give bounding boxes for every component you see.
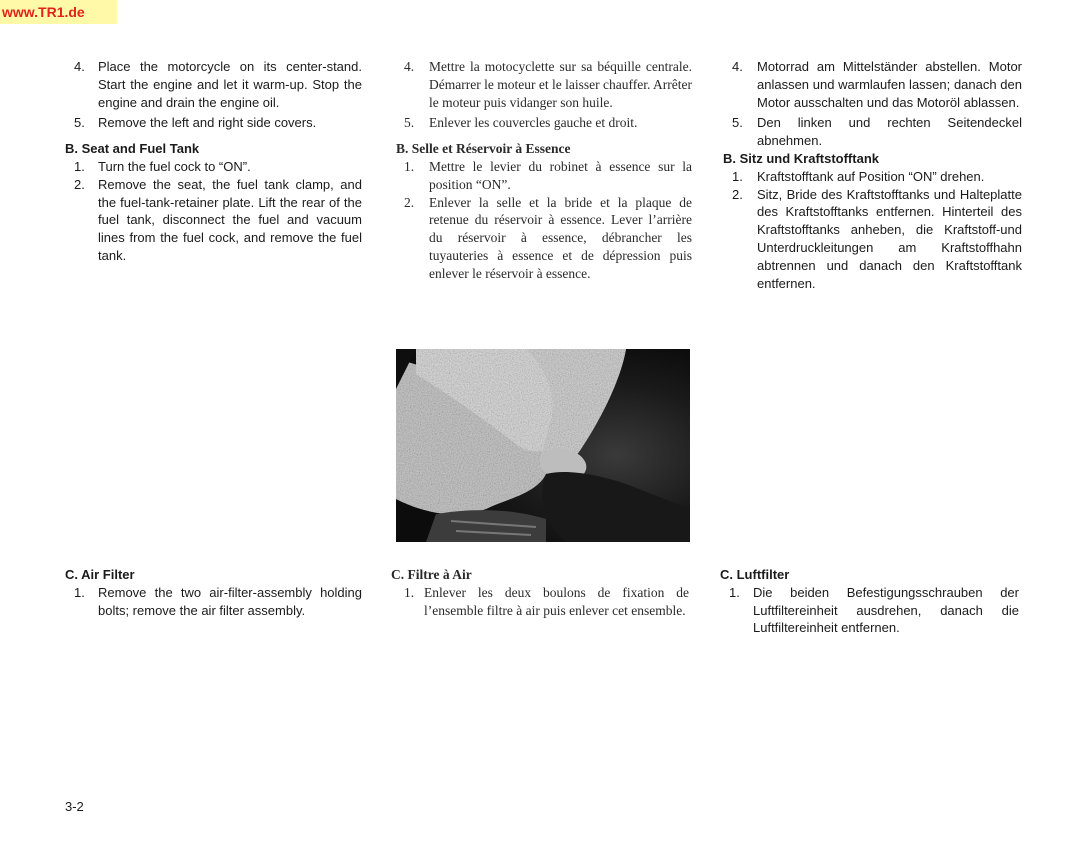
page-number: 3-2 xyxy=(65,799,84,814)
item-text: Mettre la motocyclette sur sa béquille centrale. Démarrer le moteur et le laisser chauffer. Arrêter le moteur puis vidanger son huile. xyxy=(429,59,692,110)
item-text: Remove the two air-filter-assembly holding bolts; remove the air filter assembly. xyxy=(98,584,362,618)
item-text: Enlever les deux boulons de fixation de l’ensemble filtre à air puis enlever cet ensemble. xyxy=(424,584,689,618)
item-text: Kraftstofftank auf Position “ON” drehen. xyxy=(757,168,985,184)
item-text: Turn the fuel cock to “ON”. xyxy=(98,158,251,174)
item-number: 5. xyxy=(732,115,743,131)
list-item xyxy=(396,158,692,194)
list-item xyxy=(65,158,362,176)
watermark[interactable]: www.TR1.de xyxy=(0,0,117,24)
section-heading-b: B. Sitz und Kraftstofftank xyxy=(723,150,879,166)
item-number: 5. xyxy=(74,115,85,131)
section-heading-b: B. Seat and Fuel Tank xyxy=(65,141,200,157)
item-text: Den linken und rechten Seitendeckel abnehmen. xyxy=(757,115,1022,149)
item-number: 1. xyxy=(404,158,415,174)
item-number: 2. xyxy=(732,186,743,202)
item-number: 4. xyxy=(732,59,743,74)
item-number: 4. xyxy=(404,59,415,74)
list-item xyxy=(396,114,692,132)
item-number: 1. xyxy=(404,584,415,600)
section-c-french xyxy=(391,566,689,619)
list-item xyxy=(65,114,362,132)
column-english xyxy=(65,58,362,265)
item-number: 1. xyxy=(74,158,85,174)
list-item xyxy=(65,176,362,265)
item-text: Enlever les couvercles gauche et droit. xyxy=(429,115,638,131)
fuel-cock-photo xyxy=(396,349,690,542)
item-text: Die beiden Befestigungsschrauben der Luftfiltereinheit ausdrehen, danach die Luftfiltereinheit entfernen. xyxy=(753,584,1019,636)
item-number: 1. xyxy=(729,584,740,600)
section-c-german xyxy=(720,566,1019,637)
hands-on-fuel-tank-illustration xyxy=(396,349,690,542)
list-item xyxy=(723,186,1022,293)
item-number: 4. xyxy=(74,59,85,74)
item-text: Enlever la selle et la bride et la plaque de retenue du réservoir à essence. Lever l’arrière du réservoir à essence, débrancher les tuyauteries à essence et de dépression puis enlever le réservoir à essence. xyxy=(429,194,692,281)
section-heading-c: C. Luftfilter xyxy=(720,567,790,582)
item-text: Mettre le levier du robinet à essence sur la position “ON”. xyxy=(429,158,692,192)
item-number: 2. xyxy=(74,176,85,192)
section-heading-c: C. Air Filter xyxy=(65,567,135,582)
list-item xyxy=(396,194,692,283)
item-number: 5. xyxy=(404,115,415,131)
item-text: Sitz, Bride des Kraftstofftanks und Halteplatte des Kraftstofftanks entfernen. Hinterteil des Kraftstofftanks anheben, die Kraftstoff-und Unterdruckleitungen am Kraftstoffhahn abtrennen und danach den Kraftstofftank entfernen. xyxy=(757,186,1022,291)
section-heading-b: B. Selle et Réservoir à Essence xyxy=(396,141,571,157)
list-item xyxy=(65,584,362,620)
item-number: 1. xyxy=(74,584,85,600)
item-number: 1. xyxy=(732,168,743,184)
list-item xyxy=(65,58,362,111)
item-text: Remove the left and right side covers. xyxy=(98,115,317,131)
list-item xyxy=(720,584,1019,637)
item-number: 2. xyxy=(404,194,415,210)
list-item xyxy=(396,58,692,111)
list-item xyxy=(723,114,1022,150)
item-text: Remove the seat, the fuel tank clamp, and the fuel-tank-retainer plate. Lift the rear of the fuel tank, disconnect the fuel and vacuum lines from the fuel cock, and remove the fuel tank. xyxy=(98,176,362,263)
item-text: Motorrad am Mittelständer abstellen. Motor anlassen und warmlaufen lassen; danach den Motor ausschalten und das Motoröl ablassen. xyxy=(757,59,1022,110)
column-french xyxy=(396,58,692,283)
column-german xyxy=(723,58,1022,292)
section-heading-c: C. Filtre à Air xyxy=(391,567,472,582)
list-item xyxy=(391,584,689,620)
item-text: Place the motorcycle on its center-stand. Start the engine and let it warm-up. Stop the engine and drain the engine oil. xyxy=(98,59,362,110)
list-item xyxy=(723,168,1022,186)
section-c-english xyxy=(65,566,362,619)
list-item xyxy=(723,58,1022,111)
